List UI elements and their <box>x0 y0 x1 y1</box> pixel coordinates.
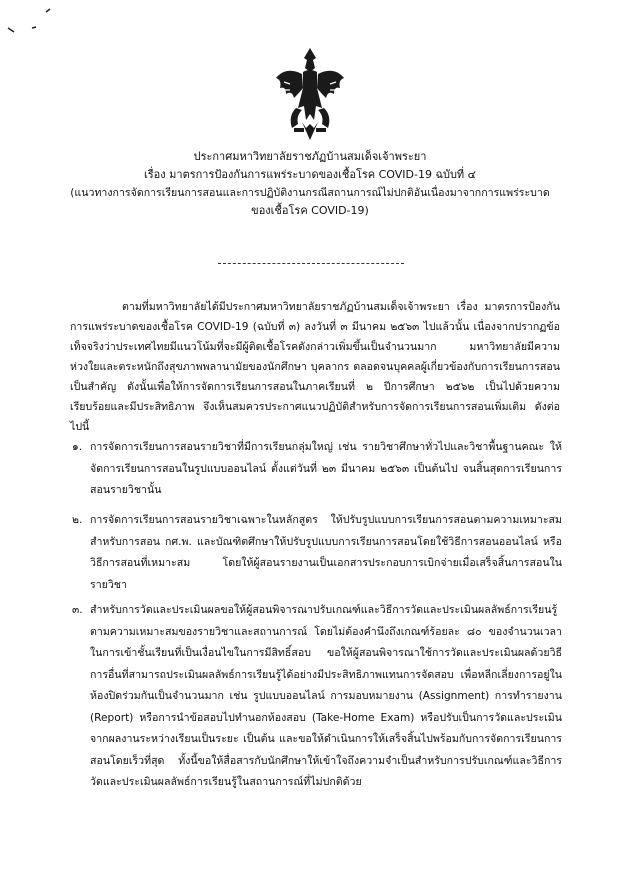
heading-divider <box>218 263 404 264</box>
heading-line-2: เรื่อง มาตรการป้องกันการแพร่ระบาดของเชื้อโรค COVID-19 ฉบับที่ ๔ <box>144 168 476 181</box>
list-item <box>72 600 562 794</box>
item-number: ๑. <box>72 441 83 453</box>
list-item <box>72 510 562 596</box>
item-text: สำหรับการวัดและประเมินผลขอให้ผู้สอนพิจารณาปรับเกณฑ์และวิธีการวัดและประเมินผลลัพธ์การเรียนรู้ตามความเหมาะสมของรายวิชาและสถานการณ์ โดยไม่ต้องคำนึงถึงเกณฑ์ร้อยละ ๘๐ ของจำนวนเวลาในการเข้าชั้นเรียนที่เป็นเงื่อนไขในการมีสิทธิ์สอบ ขอให้ผู้สอนพิจารณาใช้การวัดและประเมินผลด้วยวิธีการอื่นที่สามารถประเมินผลลัพธ์การเรียนรู้ได้อย่างมีประสิทธิภาพแทนการจัดสอบ เพื่อหลีกเลี่ยงการอยู่ในห้องปิดร่วมกันเป็นจำนวนมาก เช่น รูปแบบออนไลน์ การมอบหมายงาน (Assignment) การทำรายงาน (Report) หรือการนำข้อสอบไปทำนอกห้องสอบ (Take-Home Exam) หรือปรับเป็นการวัดและประเมินจากผลงานระหว่างเรียนเป็นระยะ เป็นต้น และขอให้ดำเนินการให้เสร็จสิ้นไปพร้อมกับการจัดการเรียนการสอนโดยเร็วที่สุด ทั้งนี้ขอให้สื่อสารกับนักศึกษาให้เข้าใจถึงความจำเป็นสำหรับการปรับเกณฑ์และวิธีการวัดและประเมินผลลัพธ์การเรียนรู้ในสถานการณ์ที่ไม่ปกติด้วย <box>90 604 562 788</box>
garuda-emblem-icon <box>272 44 348 144</box>
heading-line-4: ของเชื้อโรค COVID-19) <box>251 204 369 217</box>
intro-text: ตามที่มหาวิทยาลัยได้มีประกาศมหาวิทยาลัยราชภัฏบ้านสมเด็จเจ้าพระยา เรื่อง มาตรการป้องกันการแพร่ระบาดของเชื้อโรค COVID-19 (ฉบับที่ ๓) ลงวันที่ ๓ มีนาคม ๒๕๖๓ ไปแล้วนั้น เนื่องจากปรากฏข้อเท็จจริงว่าประเทศไทยมีแนวโน้มที่จะมีผู้ติดเชื้อโรคดังกล่าวเพิ่มขึ้นเป็นจำนวนมาก มหาวิทยาลัยมีความห่วงใยและตระหนักถึงสุขภาพพลานามัยของนักศึกษา บุคลากร ตลอดจนบุคคลผู้เกี่ยวข้องกับการเรียนการสอนเป็นสำคัญ ดังนั้นเพื่อให้การจัดการเรียนการสอนในภาคเรียนที่ ๒ ปีการศึกษา ๒๕๖๒ เป็นไปด้วยความเรียบร้อยและมีประสิทธิภาพ จึงเห็นสมควรประกาศแนวปฏิบัติสำหรับการจัดการเรียนการสอนเพิ่มเติม ดังต่อไปนี้ <box>70 301 560 433</box>
intro-paragraph <box>70 297 560 437</box>
heading-line-3: (แนวทางการจัดการเรียนการสอนและการปฏิบัติงานกรณีสถานการณ์ไม่ปกติอันเนื่องมาจากการแพร่ระบาด <box>70 187 550 199</box>
item-number: ๓. <box>72 604 83 616</box>
announcement-heading <box>40 148 580 220</box>
heading-line-1: ประกาศมหาวิทยาลัยราชภัฏบ้านสมเด็จเจ้าพระยา <box>193 150 427 163</box>
item-text: การจัดการเรียนการสอนรายวิชาเฉพาะในหลักสูตร ให้ปรับรูปแบบการเรียนการสอนตามความเหมาะสม สำหรับการสอน กศ.พ. และบัณฑิตศึกษาให้ปรับรูปแบบการเรียนการสอนโดยใช้วิธีการสอนออนไลน์ หรือวิธีการสอนที่เหมาะสม โดยให้ผู้สอนรายงานเป็นเอกสารประกอบการเบิกจ่ายเมื่อเสร็จสิ้นการสอนในรายวิชา <box>90 514 562 591</box>
item-number: ๒. <box>72 514 83 526</box>
list-item <box>72 437 562 502</box>
scan-marks <box>6 6 56 36</box>
item-text: การจัดการเรียนการสอนรายวิชาที่มีการเรียนกลุ่มใหญ่ เช่น รายวิชาศึกษาทั่วไปและวิชาพื้นฐานคณะ ให้จัดการเรียนการสอนในรูปแบบออนไลน์ ตั้งแต่วันที่ ๒๓ มีนาคม ๒๕๖๓ เป็นต้นไป จนสิ้นสุดการเรียนการสอนรายวิชานั้น <box>90 441 562 496</box>
